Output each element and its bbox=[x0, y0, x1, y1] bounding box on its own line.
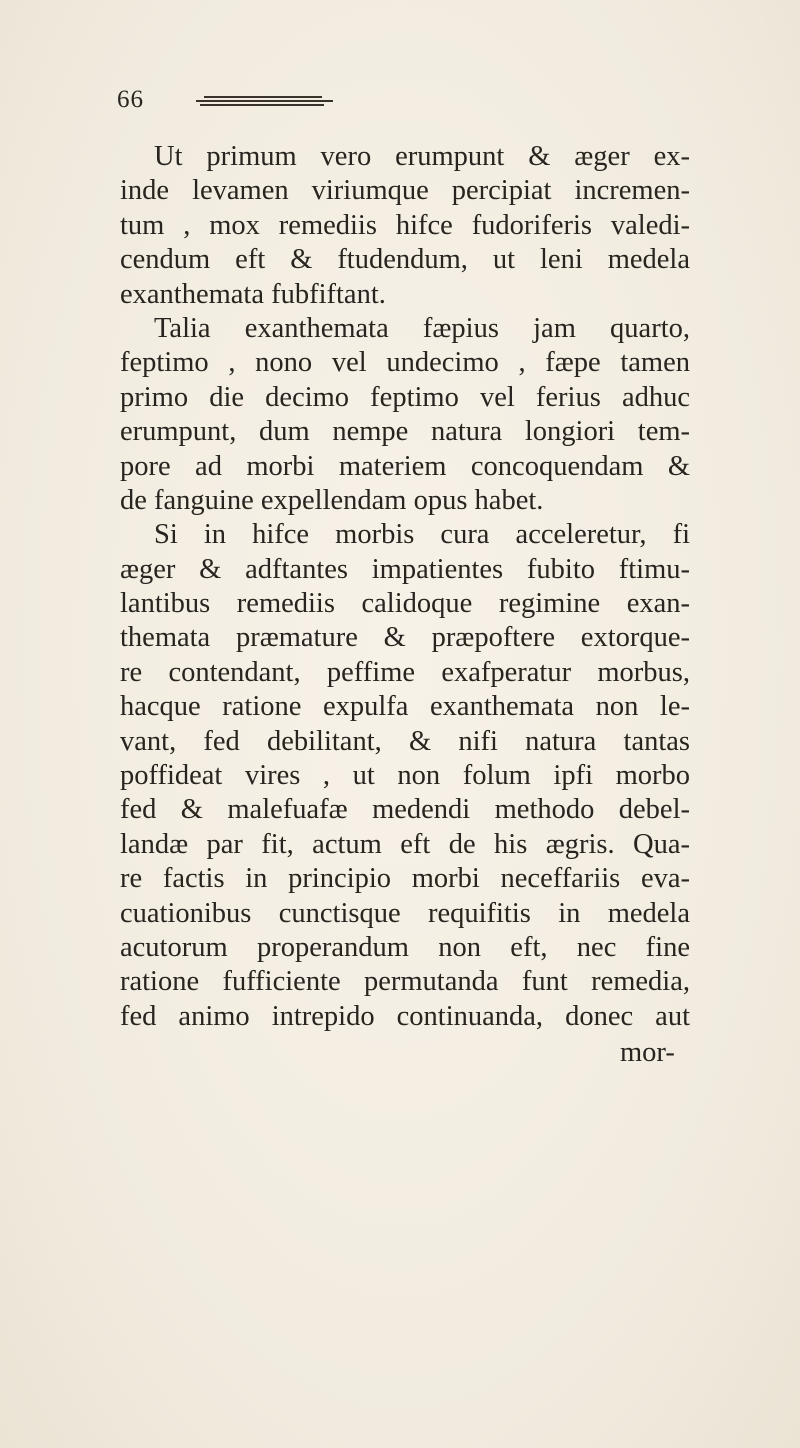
text-line: re contendant, peffime exafperatur morbus, bbox=[120, 656, 690, 688]
header-rule-ornament bbox=[196, 95, 333, 109]
text-line: feptimo , nono vel undecimo , fæpe tamen bbox=[120, 347, 690, 379]
text-line: Si in hifce morbis cura acceleretur, fi bbox=[154, 519, 690, 551]
text-line: erumpunt, dum nempe natura longiori tem- bbox=[120, 416, 690, 448]
text-line: ratione fufficiente permutanda funt remedia, bbox=[120, 966, 690, 998]
text-line: tum , mox remediis hifce fudoriferis valedi- bbox=[120, 209, 690, 241]
text-line: inde levamen viriumque percipiat incremen- bbox=[120, 175, 690, 207]
text-line: re factis in principio morbi neceffariis eva- bbox=[120, 863, 690, 895]
text-line: vant, fed debilitant, & nifi natura tantas bbox=[120, 725, 690, 757]
text-line: poffideat vires , ut non folum ipfi morbo bbox=[120, 760, 690, 792]
body-text bbox=[120, 140, 690, 1034]
text-line: landæ par fit, actum eft de his ægris. Qua- bbox=[120, 828, 690, 860]
text-line: cendum eft & ftudendum, ut leni medela bbox=[120, 244, 690, 276]
text-line: themata præmature & præpoftere extorque- bbox=[120, 622, 690, 654]
text-line: fed animo intrepido continuanda, donec aut bbox=[120, 1000, 690, 1032]
text-line: exanthemata fubfiftant. bbox=[120, 278, 386, 310]
text-line: cuationibus cunctisque requifitis in medela bbox=[120, 897, 690, 929]
text-line: lantibus remediis calidoque regimine exan- bbox=[120, 588, 690, 620]
catchword: mor- bbox=[620, 1037, 675, 1068]
text-line: æger & adftantes impatientes fubito ftimu- bbox=[120, 553, 690, 585]
text-line: fed & malefuafæ medendi methodo debel- bbox=[120, 794, 690, 826]
page-number: 66 bbox=[117, 86, 144, 113]
text-line: de fanguine expellendam opus habet. bbox=[120, 484, 544, 516]
text-line: primo die decimo feptimo vel ferius adhuc bbox=[120, 381, 690, 413]
text-line: Ut primum vero erumpunt & æger ex- bbox=[154, 141, 690, 172]
text-line: Talia exanthemata fæpius jam quarto, bbox=[154, 312, 690, 344]
text-line: pore ad morbi materiem concoquendam & bbox=[120, 450, 690, 482]
text-line: hacque ratione expulfa exanthemata non le- bbox=[120, 691, 690, 723]
text-line: acutorum properandum non eft, nec fine bbox=[120, 931, 690, 963]
